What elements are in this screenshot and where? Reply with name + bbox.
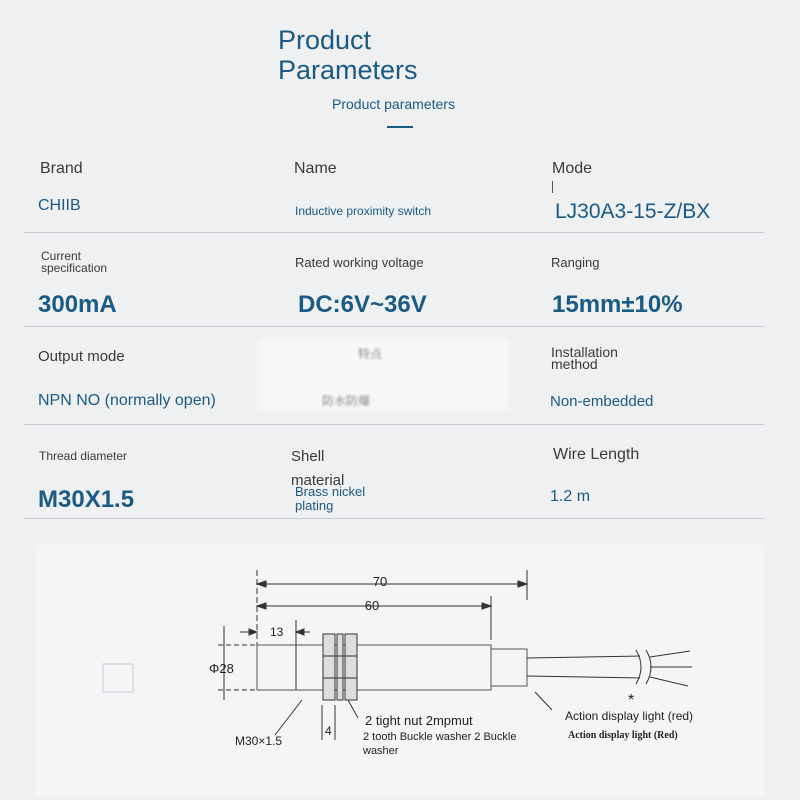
light-label-alt: Action display light (Red): [568, 730, 678, 741]
voltage-value: DC:6V~36V: [298, 291, 427, 318]
thread-spec-text: M30×1.5: [235, 734, 283, 748]
dim-nut-text: 4: [325, 724, 332, 738]
thread-diameter-label: Thread diameter: [39, 449, 128, 463]
ranging-label: Ranging: [551, 255, 600, 270]
page-title-line2: Parameters: [278, 55, 418, 85]
washer-label-line2: washer: [363, 745, 399, 757]
washer-label-line1: 2 tooth Buckle washer 2 Buckle: [363, 731, 517, 743]
dim-total-text: 70: [372, 574, 388, 589]
faint-box-icon: [103, 664, 133, 692]
shell-material-value-line2: plating: [295, 498, 334, 513]
dim-thread-text: 13: [270, 625, 284, 639]
light-label: Action display light (red): [565, 709, 694, 723]
install-method-label-line1: Installation: [551, 344, 618, 360]
arrow-icon: [249, 629, 257, 635]
nut-shape: [345, 634, 357, 700]
light-marker-icon: *: [628, 692, 635, 709]
brand-value: CHIIB: [38, 197, 81, 214]
dim-diameter-text: Φ28: [209, 661, 234, 676]
wire-length-value: 1.2 m: [550, 488, 591, 505]
wire-length-label: Wire Length: [553, 446, 640, 463]
brand-label: Brand: [40, 160, 83, 177]
leader-line: [348, 700, 358, 718]
voltage-label: Rated working voltage: [295, 255, 424, 270]
thread-diameter-value: M30X1.5: [38, 486, 135, 513]
mode-label: Mode: [552, 160, 593, 177]
leader-line: [535, 692, 552, 710]
page-title-line1: Product: [278, 25, 372, 55]
arrow-icon: [296, 629, 304, 635]
mode-value: LJ30A3-15-Z/BX: [555, 200, 711, 223]
name-label: Name: [294, 160, 337, 177]
wire-lead: [650, 651, 690, 657]
arrow-icon: [257, 581, 266, 587]
arrow-icon: [257, 603, 266, 609]
feature-label: 特点: [358, 347, 383, 361]
light-end: [491, 649, 527, 686]
nut-label: 2 tight nut 2mpmut: [365, 713, 473, 728]
name-value: Inductive proximity switch: [295, 204, 432, 218]
washer-shape: [337, 634, 343, 700]
arrow-icon: [518, 581, 527, 587]
current-spec-value: 300mA: [38, 291, 117, 318]
arrow-icon: [482, 603, 491, 609]
shell-material-label-line1: Shell: [291, 448, 325, 465]
dim-body-text: 60: [364, 598, 380, 613]
output-mode-value: NPN NO (normally open): [38, 392, 216, 409]
install-method-label-line2: method: [551, 356, 598, 372]
leader-line: [275, 700, 302, 735]
sensor-body: [257, 645, 491, 690]
cable-break: [636, 650, 641, 684]
output-mode-label: Output mode: [38, 348, 125, 365]
current-spec-label-line2: specification: [41, 261, 108, 275]
nut-shape: [323, 634, 335, 700]
cable-line: [527, 676, 640, 678]
page-subtitle: Product parameters: [332, 96, 455, 112]
shell-material-label-line2: material: [291, 472, 345, 489]
ranging-value: 15mm±10%: [552, 291, 683, 318]
install-method-value: Non-embedded: [550, 393, 654, 410]
cable-line: [527, 656, 640, 658]
wire-lead: [650, 677, 688, 686]
feature-value: 防水防爆: [322, 394, 371, 408]
current-spec-label-line1: Current: [41, 249, 82, 263]
shell-material-value-line1: Brass nickel: [295, 484, 366, 499]
